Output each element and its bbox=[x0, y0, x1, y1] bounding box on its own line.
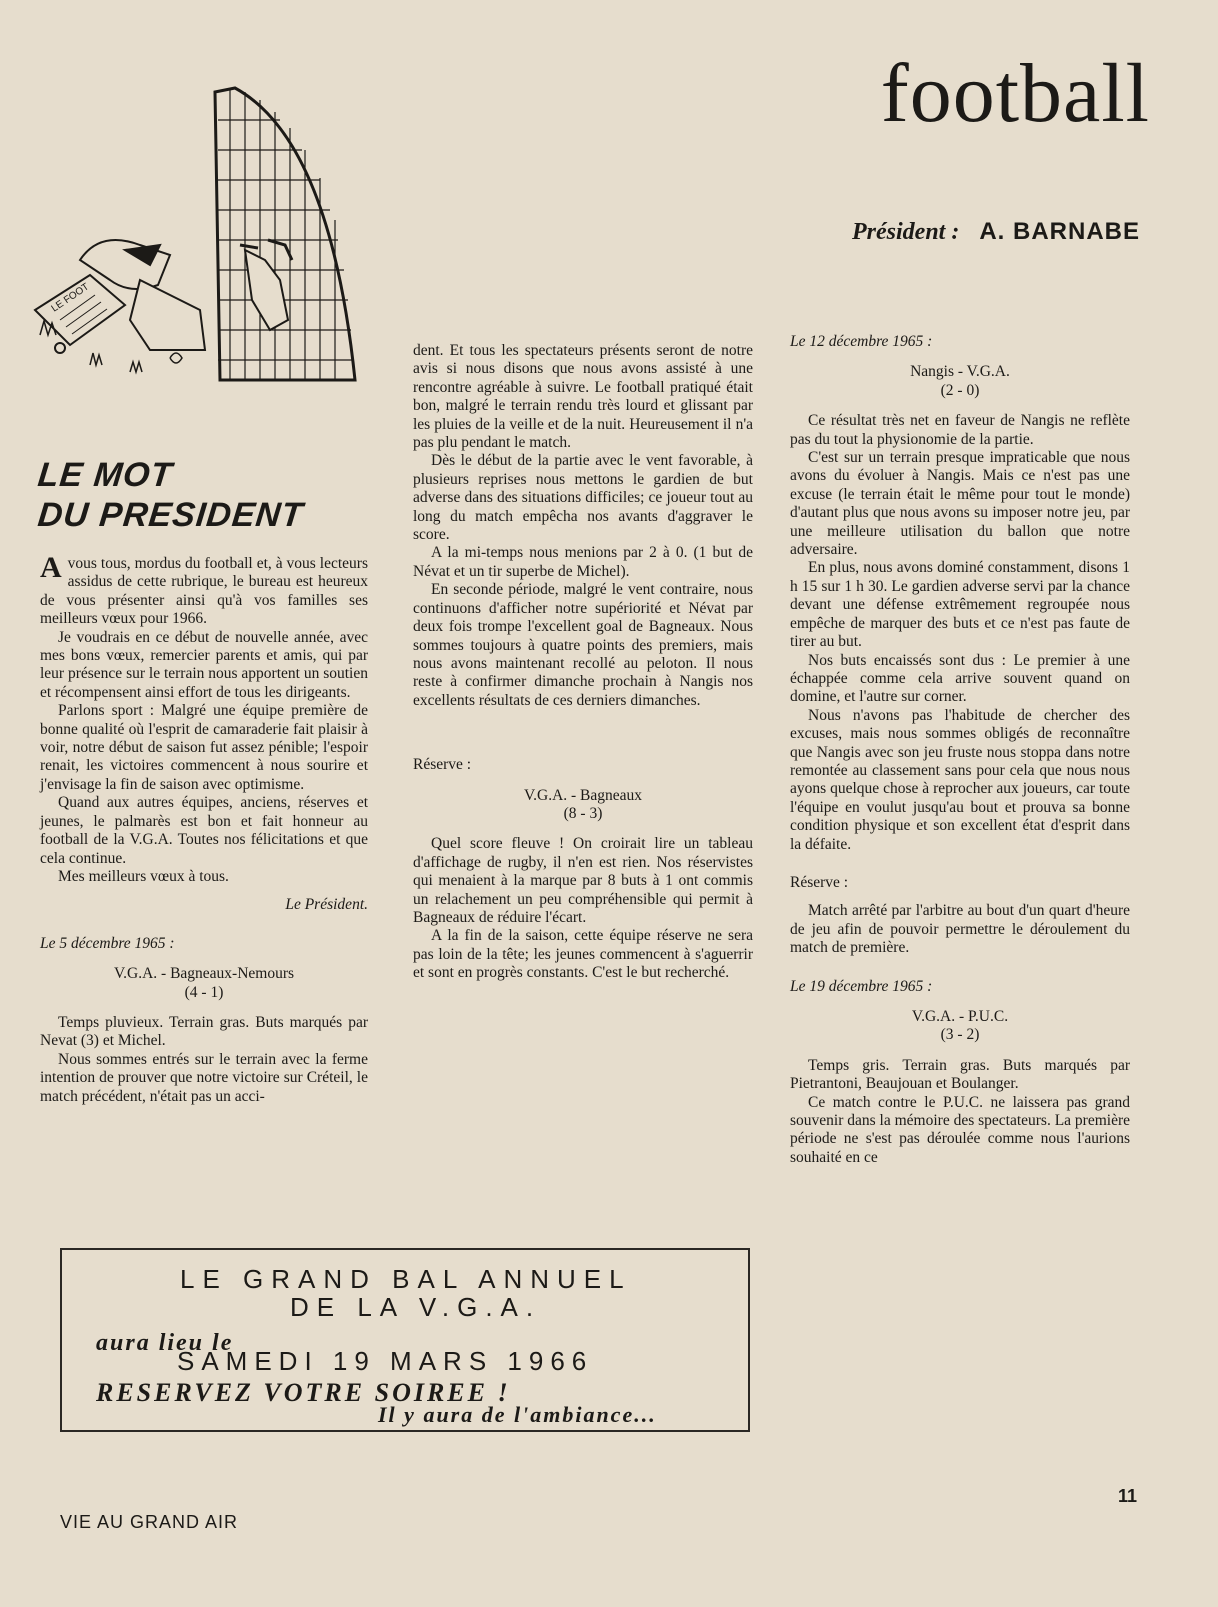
section-title: football bbox=[880, 47, 1150, 140]
paragraph: Nos buts encaissés sont dus : Le premier à une échappée comme cela arrive souvent quand on domine, et l'autre sur corner. bbox=[790, 651, 1130, 706]
drop-cap: A bbox=[40, 551, 62, 584]
column-3 bbox=[790, 333, 1130, 1167]
paragraph: Nous sommes entrés sur le terrain avec la ferme intention de prouver que notre victoire sur Créteil, le match précédent, n'était pas un acci- bbox=[40, 1050, 368, 1105]
ad-line-4: SAMEDI 19 MARS 1966 bbox=[177, 1346, 594, 1376]
president-name: A. BARNABE bbox=[979, 218, 1140, 245]
paragraph: En plus, nous avons dominé constamment, disons 1 h 15 sur 1 h 30. Le gardien adverse servi par la chance devant une défense extrêmement regroupée nous empêche de marquer des buts et ce n'est pas faute de tirer au but. bbox=[790, 559, 1130, 651]
match-teams: V.G.A. - Bagneaux-Nemours bbox=[113, 965, 295, 983]
goalkeeper-illustration bbox=[30, 80, 370, 400]
match-score: (8 - 3) bbox=[563, 804, 603, 822]
paragraph: Match arrêté par l'arbitre au bout d'un quart d'heure de jeu afin de pouvoir permettre le déroulement du match de première. bbox=[790, 902, 1130, 957]
ad-line-5: RESERVEZ VOTRE SOIREE ! bbox=[96, 1378, 511, 1407]
match-teams: V.G.A. - P.U.C. bbox=[911, 1008, 1009, 1025]
ad-line-2: DE LA V.G.A. bbox=[290, 1292, 542, 1322]
heading-line-2: DU PRESIDENT bbox=[36, 496, 306, 534]
president-line bbox=[790, 218, 1140, 246]
match-teams: Nangis - V.G.A. bbox=[910, 363, 1010, 381]
paragraph: A la fin de la saison, cette équipe réserve ne sera pas loin de la tête; les jeunes commencent à s'aguerrir et sont en progrès constants. C'est le but recherché. bbox=[413, 927, 753, 982]
paragraph: En seconde période, malgré le vent contraire, nous continuons d'afficher notre supériorité et Névat par deux fois trompe l'excellent goal de Bagneaux. Nous sommes toujours à quatre points des premiers, mais nous avons maintenant recollé au peloton. Il nous reste à confirmer dimanche prochain à Nangis nos excellents résultats de ces derniers dimanches. bbox=[413, 581, 753, 709]
ad-line-1: LE GRAND BAL ANNUEL bbox=[180, 1264, 632, 1294]
column-2 bbox=[413, 342, 753, 983]
heading-line-1: LE MOT bbox=[36, 456, 175, 494]
match-date: Le 12 décembre 1965 : bbox=[790, 333, 933, 350]
paragraph: Parlons sport : Malgré une équipe première de bonne qualité où l'esprit de camaraderie fait plaisir à voir, notre début de saison fut assez pénible; l'espoir renait, les victoires commencent à nous sourire et j'envisage la fin de saison avec optimisme. bbox=[40, 702, 368, 793]
newspaper-sign-text: LE FOOT bbox=[49, 281, 92, 315]
reserve-label: Réserve : bbox=[790, 873, 849, 891]
ball-announcement-box bbox=[60, 1248, 750, 1432]
match-score: (3 - 2) bbox=[940, 1026, 980, 1044]
paragraph: Mes meilleurs vœux à tous. bbox=[58, 867, 229, 885]
intro-paragraph bbox=[40, 551, 368, 629]
paragraph: C'est sur un terrain presque impraticable que nous avons du évoluer à Nangis. Mais ce n'est pas une excuse (le terrain était le même pour tout le monde) d'autant plus que nous avons su imposer notre jeu, par une meilleure utilisation du ballon que notre adversaire. bbox=[790, 449, 1130, 559]
match-teams: V.G.A. - Bagneaux bbox=[523, 786, 643, 804]
paragraph: Quand aux autres équipes, anciens, réserves et jeunes, le palmarès est bon et fait honneur au football de la V.G.A. Toutes nos félicitations et que cela continue. bbox=[40, 794, 368, 867]
paragraph: Temps gris. Terrain gras. Buts marqués par Pietrantoni, Beaujouan et Boulanger. bbox=[790, 1056, 1130, 1093]
paragraph: Dès le début de la partie avec le vent favorable, à plusieurs reprises nous mettons le gardien de but adverse dans des situations difficiles; ce joueur tout au long du match empêcha nos avants d'aggraver le score. bbox=[413, 452, 753, 544]
ad-line-6: Il y aura de l'ambiance... bbox=[378, 1402, 657, 1427]
paragraph: Temps pluvieux. Terrain gras. Buts marqués par Nevat (3) et Michel. bbox=[40, 1013, 368, 1050]
paragraph: Je voudrais en ce début de nouvelle année, avec mes bons vœux, remercier parents et amis, qui par leur présence sur le terrain nous apportent un soutien et récompensent ainsi effort de tous les dirigeants. bbox=[40, 628, 368, 701]
paragraph: Ce match contre le P.U.C. ne laissera pas grand souvenir dans la mémoire des spectateurs. La première période ne s'est pas déroulée comme nous l'aurions souhaité en ce bbox=[790, 1093, 1131, 1166]
match-score: (4 - 1) bbox=[184, 983, 224, 1001]
president-label: Président : bbox=[852, 219, 960, 245]
president-word-heading bbox=[38, 455, 368, 535]
ad-line-3: aura lieu le bbox=[96, 1330, 234, 1356]
match-date: Le 19 décembre 1965 : bbox=[790, 977, 933, 995]
match-date: Le 5 décembre 1965 : bbox=[40, 934, 175, 952]
reserve-label: Réserve : bbox=[413, 756, 472, 774]
page-number: 11 bbox=[1118, 1486, 1138, 1506]
magazine-name: VIE AU GRAND AIR bbox=[60, 1512, 239, 1532]
paragraph: Quel score fleuve ! On croirait lire un tableau d'affichage de rugby, il n'en est rien. Nos réservistes qui menaient à la marque par 8 buts à 1 ont commis un relachement un peu compréhensible qui permit à Bagneaux de réduire l'écart. bbox=[413, 835, 753, 926]
paragraph: A la mi-temps nous menions par 2 à 0. (1 but de Névat et un tir superbe de Michel). bbox=[413, 544, 753, 580]
column-1 bbox=[40, 551, 368, 1106]
match-score: (2 - 0) bbox=[940, 381, 980, 399]
signature: Le Président. bbox=[285, 896, 368, 914]
paragraph: Ce résultat très net en faveur de Nangis ne reflète pas du tout la physionomie de la partie. bbox=[790, 412, 1130, 448]
paragraph: Nous n'avons pas l'habitude de chercher des excuses, mais nous sommes obligés de reconnaître que Nangis avec son jeu fruste nous stoppa dans notre remontée au classement sans pour cela que nous nous ayons quelque chose à reprocher aux joueurs, car toute l'équipe en voulut jusqu'au bout et prouva sa bonne condition physique et son excellent état d'esprit dans la défaite. bbox=[790, 706, 1130, 853]
intro-text: vous tous, mordus du football et, à vous lecteurs assidus de cette rubrique, le bureau est heureux de vous présenter ainsi qu'à vos familles ses meilleurs vœux pour 1966. bbox=[40, 555, 368, 628]
paragraph: dent. Et tous les spectateurs présents seront de notre avis si nous disons que nous avons assisté à une rencontre agréable à suivre. Le football pratiqué était bon, malgré le terrain rendu très lourd et glissant par les pluies de la veille et de la nuit. Heureusement il n'a pas plu pendant le match. bbox=[413, 342, 753, 452]
